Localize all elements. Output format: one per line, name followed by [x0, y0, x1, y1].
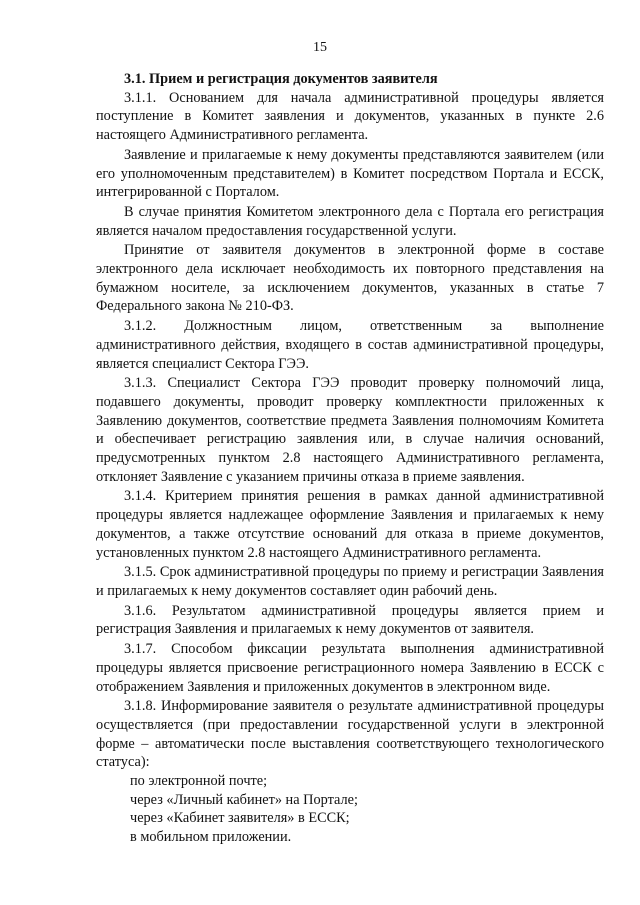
- paragraph-3-1-5: 3.1.5. Срок административной процедуры по приему и регистрации Заявления и прилагаемых к нему документов составляет один рабочий день.: [96, 564, 604, 599]
- list-item: по электронной почте;: [130, 773, 268, 790]
- paragraph-3-1-6: 3.1.6. Результатом административной процедуры является прием и регистрация Заявления и прилагаемых к нему документов от заявителя.: [96, 602, 604, 638]
- paragraph-registration: В случае принятия Комитетом электронного дела с Портала его регистрация является началом предоставления государственной услуги.: [96, 203, 604, 239]
- paragraph-submission: Заявление и прилагаемые к нему документы представляются заявителем (или его уполномоченным представителем) в Комитет посредством Портала и ЕССК, интегрированной с Порталом.: [96, 146, 604, 201]
- page-number: 15: [313, 40, 327, 55]
- document-body: [96, 70, 604, 847]
- list-item: через «Кабинет заявителя» в ЕССК;: [130, 810, 350, 827]
- paragraph-3-1-8: 3.1.8. Информирование заявителя о результате административной процедуры осуществляется (при предоставлении государственной услуги в электронной форме – автоматически после выставления соответствующего технологического статуса):: [96, 698, 604, 771]
- paragraph-3-1-7: 3.1.7. Способом фиксации результата выполнения административной процедуры является присвоение регистрационного номера Заявлению в ЕССК с отображением Заявления и приложенных документов в электронном виде.: [96, 641, 604, 695]
- paragraph-3-1-4: 3.1.4. Критерием принятия решения в рамках данной административной процедуры является надлежащее оформление Заявления и прилагаемых к нему документов, а также отсутствие оснований для отказа в приеме документов, установленных пунктом 2.8 настоящего Административного регламента.: [96, 488, 604, 561]
- paragraph-3-1-1: 3.1.1. Основанием для начала административной процедуры является поступление в Комитет заявления и документов, указанных в пункте 2.6 настоящего Административного регламента.: [96, 89, 604, 144]
- list-item: через «Личный кабинет» на Портале;: [130, 791, 358, 808]
- list-item: в мобильном приложении.: [130, 829, 292, 846]
- paragraph-electronic-acceptance: Принятие от заявителя документов в электронной форме в составе электронного дела исключает необходимость их повторного представления на бумажном носителе, за исключением документов, указанных в статье 7 Федерального закона № 210-ФЗ.: [96, 242, 604, 315]
- section-heading: 3.1. Прием и регистрация документов заявителя: [124, 71, 438, 87]
- paragraph-3-1-2: 3.1.2. Должностным лицом, ответственным за выполнение административного действия, входящего в состав административной процедуры, является специалист Сектора ГЭЭ.: [96, 318, 604, 372]
- paragraph-3-1-3: 3.1.3. Специалист Сектора ГЭЭ проводит проверку полномочий лица, подавшего документы, проводит проверку комплектности приложенных к Заявлению документов, соответствие предмета Заявления полномочиям Комитета и обеспечивает регистрацию заявления или, в случае наличия оснований, предусмотренных пунктом 2.8 настоящего Административного регламента, отклоняет Заявление с указанием причины отказа в приеме заявления.: [96, 375, 604, 485]
